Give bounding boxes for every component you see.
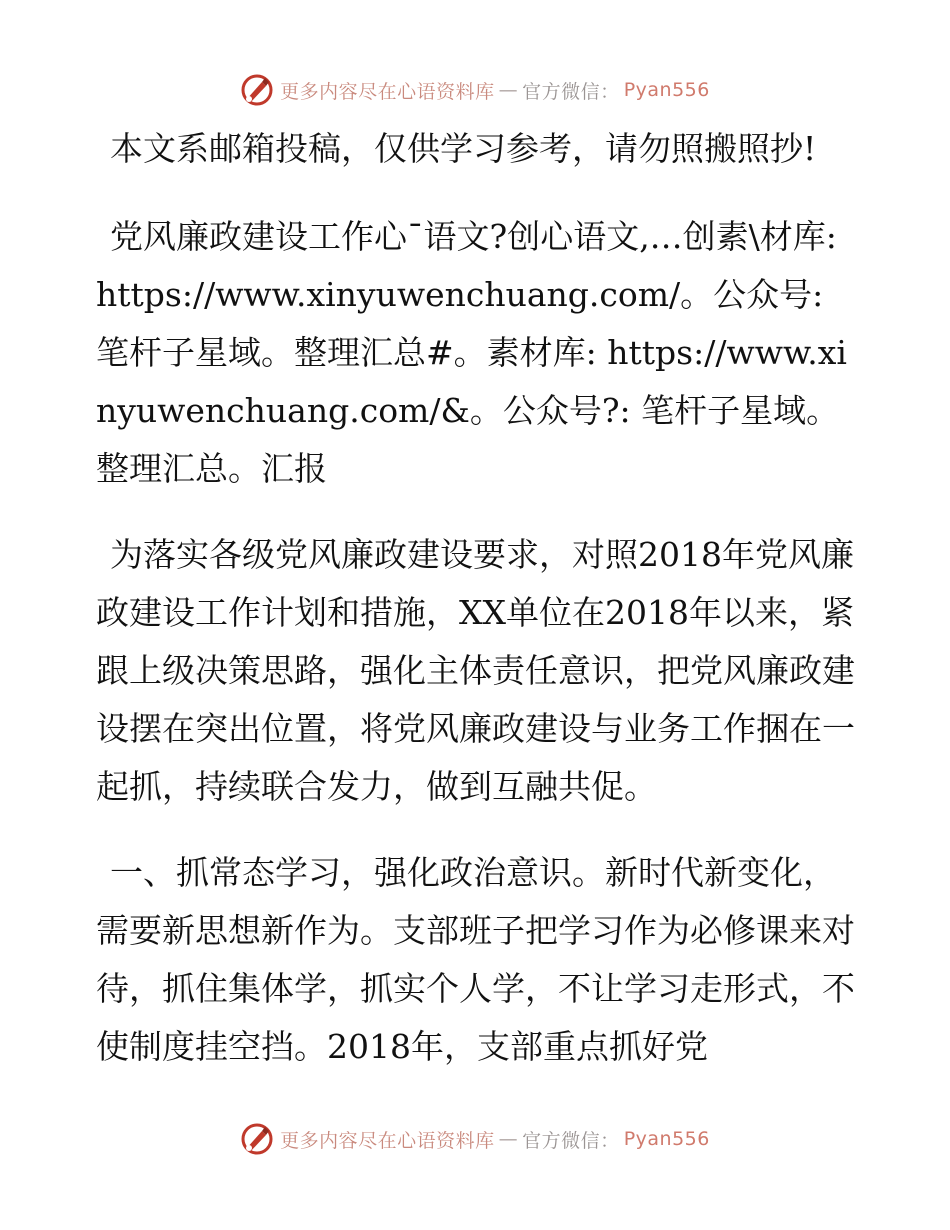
intro-paragraph: 为落实各级党风廉政建设要求，对照2018年党风廉政建设工作计划和措施，XX单位在2018年以来，紧跟上级决策思路，强化主体责任意识，把党风廉政建设摆在突出位置，将党风廉政建设与业务工作捆在一起抓，持续联合发力，做到互融共促。	[96, 535, 855, 806]
watermark-sub-text: 官方微信：	[522, 80, 620, 103]
watermark-main-text: 更多内容尽在心语资料库	[280, 80, 495, 103]
document-body	[96, 120, 856, 1076]
watermark-main-text: 更多内容尽在心语资料库	[280, 1129, 495, 1152]
disclaimer-paragraph: 本文系邮箱投稿，仅供学习参考，请勿照搬照抄!	[110, 129, 817, 168]
pen-in-circle-icon	[240, 1122, 274, 1156]
footer-watermark	[0, 1119, 950, 1159]
watermark-wechat-id: Pyan556	[623, 79, 710, 101]
watermark-sub-text: 官方微信：	[522, 1129, 620, 1152]
section-one-paragraph: 一、抓常态学习，强化政治意识。新时代新变化，需要新思想新作为。支部班子把学习作为必修课来对待，抓住集体学，抓实个人学，不让学习走形式，不使制度挂空挡。2018年，支部重点抓好党	[96, 853, 855, 1066]
source-info-paragraph: 党风廉政建设工作心¯语文?创心语文,…创素\材库: https://www.xinyuwenchuang.com/。公众号: 笔杆子星域。整理汇总#。素材库: https://www.xinyuwenchuang.com/&。公众号?: 笔杆子星域。整理汇总。汇报	[96, 217, 847, 488]
watermark-dash: —	[498, 79, 519, 101]
watermark-dash: —	[498, 1128, 519, 1150]
header-watermark	[0, 70, 950, 110]
watermark-wechat-id: Pyan556	[623, 1128, 710, 1150]
pen-in-circle-icon	[240, 73, 274, 107]
